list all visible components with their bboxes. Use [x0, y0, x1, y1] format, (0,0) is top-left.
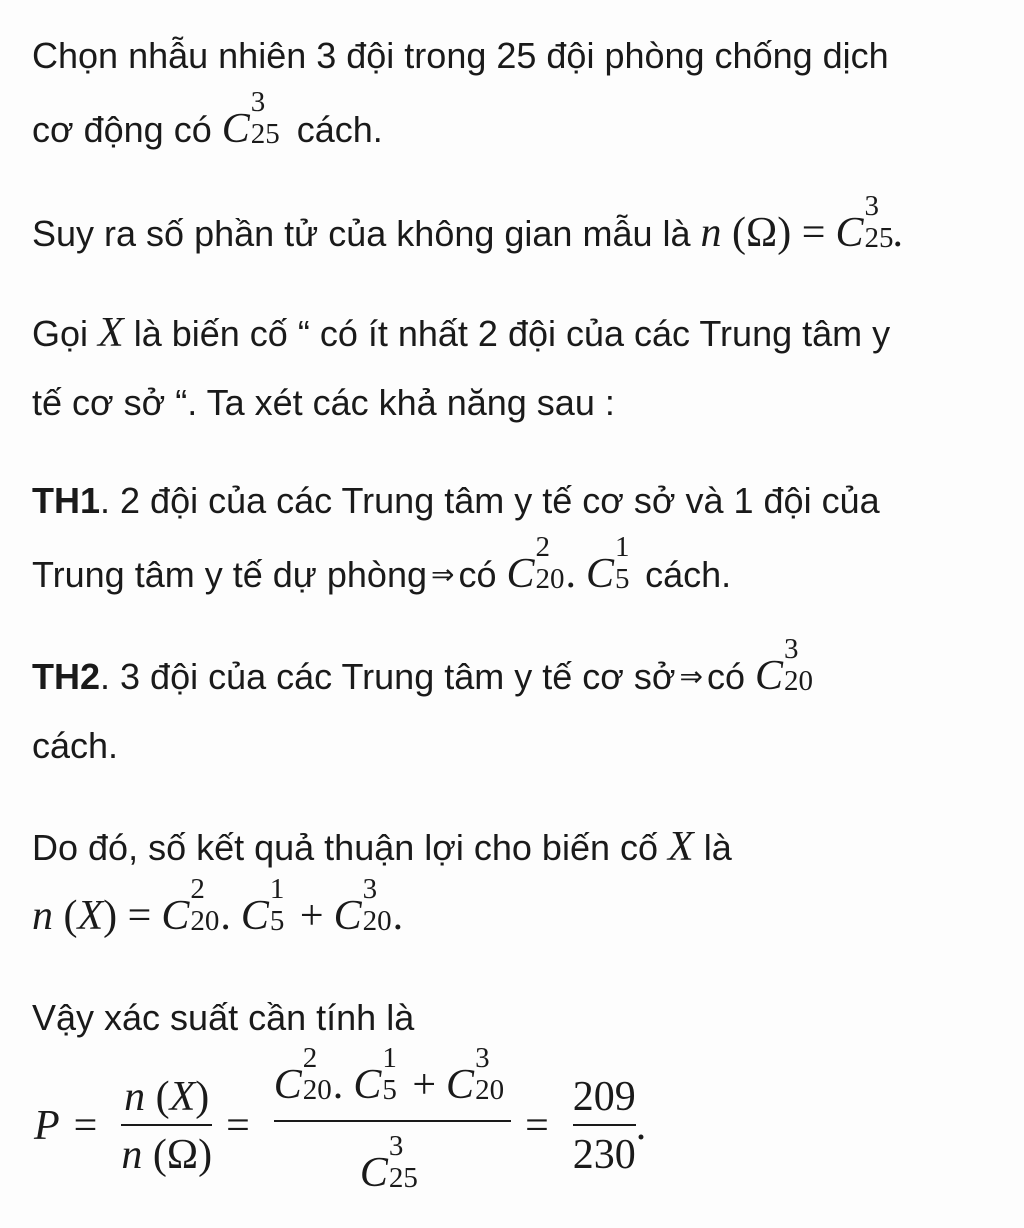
favorable-outcomes-line: Do đó, số kết quả thuận lợi cho biến cố X là [32, 824, 732, 870]
result-denominator: 230 [572, 1132, 636, 1178]
math-omega-group: (Ω) [721, 210, 802, 256]
case-2-text: . 3 đội của các Trung tâm y tế cơ sở [100, 656, 676, 697]
case-1-label: TH1 [32, 480, 101, 521]
fraction-bar-1 [121, 1124, 212, 1126]
case-1-line-2: Trung tâm y tế dự phòng ⇒ có C 2 20 . C 1 5 cách. [32, 531, 732, 597]
binom-c20-2-b: C 2 20 [161, 873, 220, 939]
event-text-b: là biến cố “ có ít nhất 2 đội của các Trung tâm y [133, 313, 891, 354]
binom-c25-3: C 3 25 [221, 86, 280, 152]
math-equals: = [801, 210, 826, 256]
probability-formula: P = $\frac{n (X)}{n (\Omega)}$ = C 2 20 . C 1 5 + C 3 20 C 3 25 = $\frac{209}{230}$ . [34, 1042, 647, 1196]
favorable-text: Do đó, số kết quả thuận lợi cho biến cố [32, 827, 659, 868]
binom-c20-3-b: C 3 20 [333, 873, 392, 939]
text-line-5 [32, 382, 615, 423]
fraction-nx-over-nomega: $\frac{n (X)}{n (\Omega)}$ [121, 1074, 213, 1178]
binom-c20-2: C 2 20 [506, 531, 565, 597]
binom-c5-1-b: C 1 5 [240, 873, 285, 939]
ways-text: cơ động có [32, 109, 212, 150]
math-x-2: X [668, 824, 694, 870]
fraction-combinations: C 2 20 . C 1 5 + C 3 20 C 3 25 [274, 1058, 511, 1194]
intro-text: Chọn nhẫu nhiên 3 đội trong 25 đội phòng chống dịch [32, 35, 889, 76]
sample-space-text: Suy ra số phần tử của không gian mẫu là [32, 213, 691, 254]
binom-c20-3: C 3 20 [755, 633, 814, 699]
fraction-result [573, 1076, 636, 1176]
event-text-a: Gọi [32, 313, 89, 354]
case-1-text: . 2 đội của các Trung tâm y tế cơ sở và 1 đội của [100, 480, 880, 521]
text-line-3: Suy ra số phần tử của không gian mẫu là n (Ω) = C 3 25 . [32, 190, 903, 256]
fraction-bar-2 [274, 1120, 511, 1122]
text-line-2 [32, 86, 383, 152]
probability-intro-line [32, 997, 415, 1038]
cases-intro-text: tế cơ sở “. Ta xét các khả năng sau : [32, 382, 615, 423]
binom-c5-1: C 1 5 [586, 531, 630, 597]
binom-c25-3-b: C 3 25 [835, 190, 894, 256]
implies-arrow: ⇒ [430, 558, 455, 591]
nx-formula: n (X) = C 2 20 . C 1 5 + C 3 20 . [32, 873, 404, 939]
math-p: P [34, 1103, 60, 1149]
case-2-label: TH2 [32, 656, 101, 697]
fraction-bar-3 [573, 1124, 636, 1126]
case-2-line-2: cách. [32, 725, 119, 766]
implies-arrow-2: ⇒ [679, 660, 703, 693]
case-2-line-1: TH2. 3 đội của các Trung tâm y tế cơ sở ⇒ có C 3 20 [32, 655, 820, 697]
case-1-line-1 [32, 480, 880, 521]
text-line-4 [32, 312, 890, 354]
text-line-1 [32, 35, 889, 76]
math-x: X [98, 310, 124, 356]
math-n: n [700, 210, 722, 256]
probability-text: Vậy xác suất cần tính là [32, 997, 415, 1038]
ways-text-end: cách. [296, 109, 383, 150]
result-numerator: 209 [572, 1074, 636, 1120]
case-1-text-b: Trung tâm y tế dự phòng [32, 554, 427, 595]
